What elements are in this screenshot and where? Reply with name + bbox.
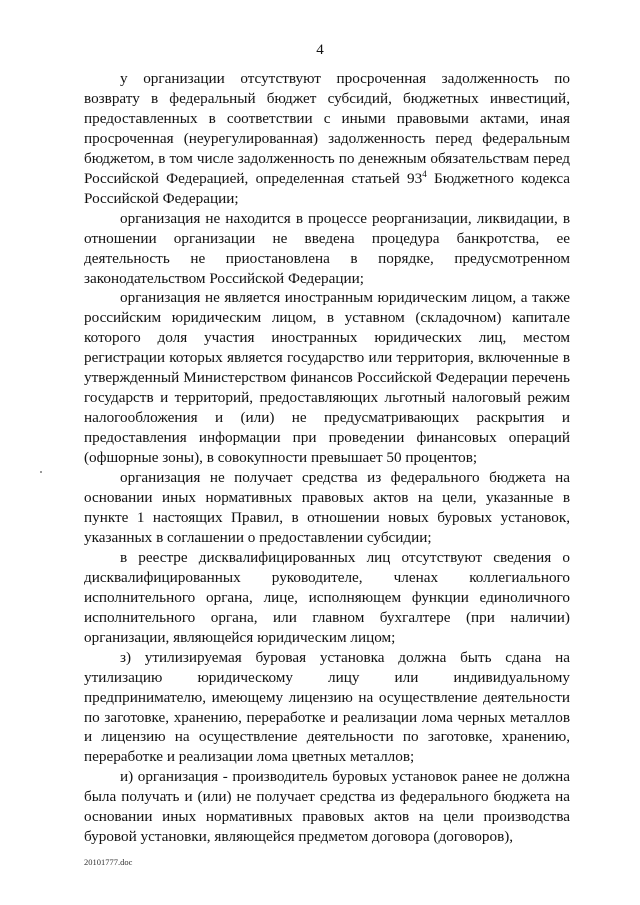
paragraph-item-i-manufacturer: и) организация - производитель буровых установок ранее не должна была получать и (или) не получает средства из федерального бюджета на основании иных нормативных правовых актов на цели производства буровой установки, являющейся предметом договора (договоров), [84,768,570,846]
page-number: 4 [316,42,324,58]
document-footer-filename: 20101777.doc [84,857,133,867]
document-body [84,69,570,847]
paragraph-no-debt-text-start: у организации отсутствуют просроченная задолженность по возврату в федеральный бюджет субсидий, бюджетных инвестиций, предоставленных в соответствии с иными правовыми актами, иная просроченная (неурегулированная) задолженность перед федеральным бюджетом, в том числе задолженность по денежным обязательствам перед Российской Федерацией, определенная статьей 93 [84,70,570,187]
paragraph-item-z-recycling: з) утилизируемая буровая установка должна быть сдана на утилизацию юридическому лицу или индивидуальному предпринимателю, имеющему лицензию на осуществление деятельности по заготовке, хранению, переработке и реализации лома черных металлов и лицензию на осуществление деятельности по заготовке, хранению, переработке и реализации лома цветных металлов; [84,648,570,766]
paragraph-not-foreign-entity: организация не является иностранным юридическим лицом, а также российским юридическим лицом, в уставном (складочном) капитале которого доля участия иностранных юридических лиц, местом регистрации которых является государство или территория, включенные в утвержденный Министерством финансов Российской Федерации перечень государств и территорий, предоставляющих льготный налоговый режим налогообложения и (или) не предусматривающих раскрытия и предоставления информации при проведении финансовых операций (офшорные зоны), в совокупности превышает 50 процентов; [84,289,570,467]
article-superscript: 4 [422,168,427,179]
paragraph-no-reorganization: организация не находится в процессе реорганизации, ликвидации, в отношении организации не введена процедура банкротства, ее деятельность не приостановлена в порядке, предусмотренном законодательством Российской Федерации; [84,209,570,287]
scan-speck [40,471,42,473]
paragraph-disqualified-registry: в реестре дисквалифицированных лиц отсутствуют сведения о дисквалифицированных руководителе, членах коллегиального исполнительного органа, лице, исполняющем функции единоличного исполнительного органа, или главном бухгалтере (при наличии) организации, являющейся юридическим лицом; [84,548,570,646]
paragraph-no-debt [84,69,570,209]
paragraph-no-other-federal-funds: организация не получает средства из федерального бюджета на основании иных нормативных правовых актов на цели, указанные в пункте 1 настоящих Правил, в отношении новых буровых установок, указанных в соглашении о предоставлении субсидии; [84,469,570,546]
paragraph-no-debt-text-end: Бюджетного кодекса Российской Федерации; [84,169,570,207]
